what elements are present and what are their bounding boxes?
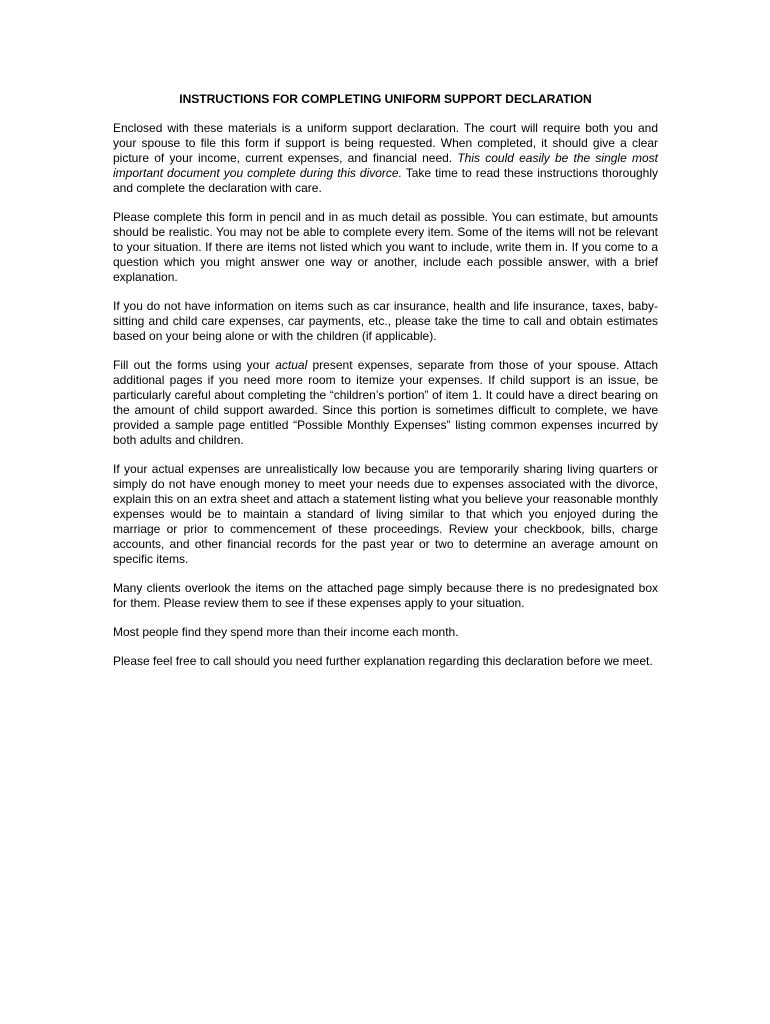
- paragraph-unrealistically-low-expenses: If your actual expenses are unrealistically low because you are temporarily sharing living quarters or simply do not have enough money to meet your needs due to expenses associated with the divorce, explain this on an extra sheet and attach a statement listing what you believe your reasonable monthly expenses would be to maintain a standard of living similar to that which you enjoyed during the marriage or prior to commencement of these proceedings. Review your checkbook, bills, charge accounts, and other financial records for the past year or two to determine an average amount on specific items.: [113, 462, 658, 566]
- emphasis-text: This could easily be the single most important document you complete during this divorce.: [113, 151, 658, 180]
- paragraph-actual-expenses: [113, 358, 658, 448]
- paragraph-text: Enclosed with these materials is a uniform support declaration. The court will require both you and your spouse to file this form if support is being requested. When completed, it should give a clear picture of your income, current expenses, and financial need.: [113, 121, 658, 165]
- document-title: INSTRUCTIONS FOR COMPLETING UNIFORM SUPPORT DECLARATION: [179, 92, 592, 106]
- paragraph-missing-information: If you do not have information on items such as car insurance, health and life insurance, taxes, baby-sitting and child care expenses, car payments, etc., please take the time to call and obtain estimates based on your being alone or with the children (if applicable).: [113, 299, 658, 343]
- paragraph-text: Take time to read these instructions thoroughly and complete the declaration with care.: [113, 166, 658, 195]
- paragraph-complete-in-pencil: Please complete this form in pencil and in as much detail as possible. You can estimate, but amounts should be realistic. You may not be able to complete every item. Some of the items will not be relevant to your situation. If there are items not listed which you want to include, write them in. If you come to a question which you might answer one way or another, include each possible answer, with a brief explanation.: [113, 210, 658, 284]
- paragraph-text: present expenses, separate from those of your spouse. Attach additional pages if you need more room to itemize your expenses. If child support is an issue, be particularly careful about completing the “children’s portion” of item 1. It could have a direct bearing on the amount of child support awarded. Since this portion is sometimes difficult to complete, we have provided a sample page entitled “Possible Monthly Expenses” listing common expenses incurred by both adults and children.: [113, 358, 658, 447]
- paragraph-text: Fill out the forms using your: [113, 358, 276, 372]
- paragraph-call-for-explanation: Please feel free to call should you need further explanation regarding this declaration before we meet.: [113, 654, 653, 668]
- document-page: [113, 92, 658, 683]
- paragraph-overlooked-items: Many clients overlook the items on the attached page simply because there is no predesignated box for them. Please review them to see if these expenses apply to your situation.: [113, 581, 658, 610]
- emphasis-text: actual: [275, 358, 308, 372]
- paragraph-spend-more-than-income: Most people find they spend more than their income each month.: [113, 625, 459, 639]
- paragraph-enclosed-declaration: [113, 121, 658, 196]
